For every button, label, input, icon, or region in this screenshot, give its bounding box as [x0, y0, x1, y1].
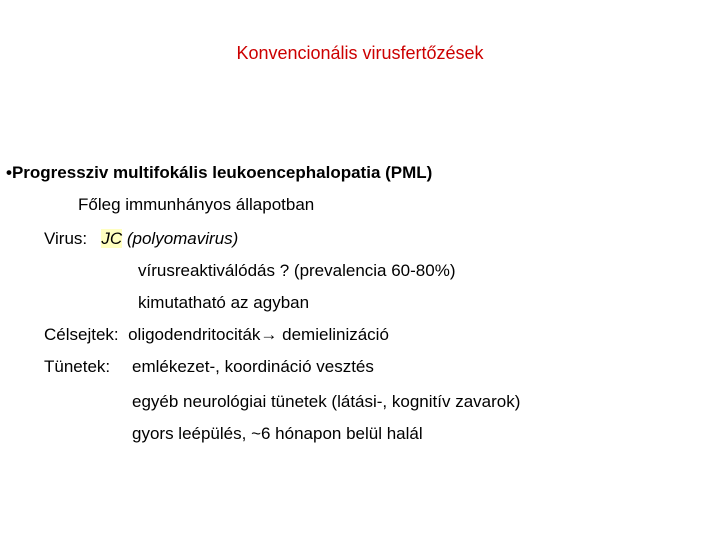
demyelination: demielinizáció [282, 325, 389, 344]
target-label: Célsejtek: [44, 325, 119, 344]
heading-text: Progressziv multifokális leukoencephalopatia (PML) [11, 163, 433, 182]
reactivation-line: vírusreaktiválódás ? (prevalencia 60-80%) [138, 261, 456, 280]
symptom-3: gyors leépülés, ~6 hónapon belül halál [132, 424, 423, 443]
heading-line [6, 163, 432, 183]
target-line [44, 325, 389, 345]
brain-line: kimutatható az agyban [138, 293, 310, 312]
symptoms-label: Tünetek: [44, 357, 111, 376]
virus-family: (polyomavirus) [126, 229, 239, 248]
arrow-icon: → [260, 325, 278, 344]
virus-line [44, 229, 238, 249]
symptom-1: emlékezet-, koordináció vesztés [132, 357, 374, 376]
bullet: • [6, 163, 12, 182]
slide-title: Konvencionális virusfertőzések [236, 43, 484, 63]
virus-label: Virus: [44, 229, 88, 248]
virus-name: JC [101, 229, 123, 248]
target-cells: oligodendritociták [128, 325, 261, 344]
symptom-2: egyéb neurológiai tünetek (látási-, kognitív zavarok) [132, 392, 521, 411]
fole-line: Főleg immunhányos állapotban [78, 195, 315, 214]
